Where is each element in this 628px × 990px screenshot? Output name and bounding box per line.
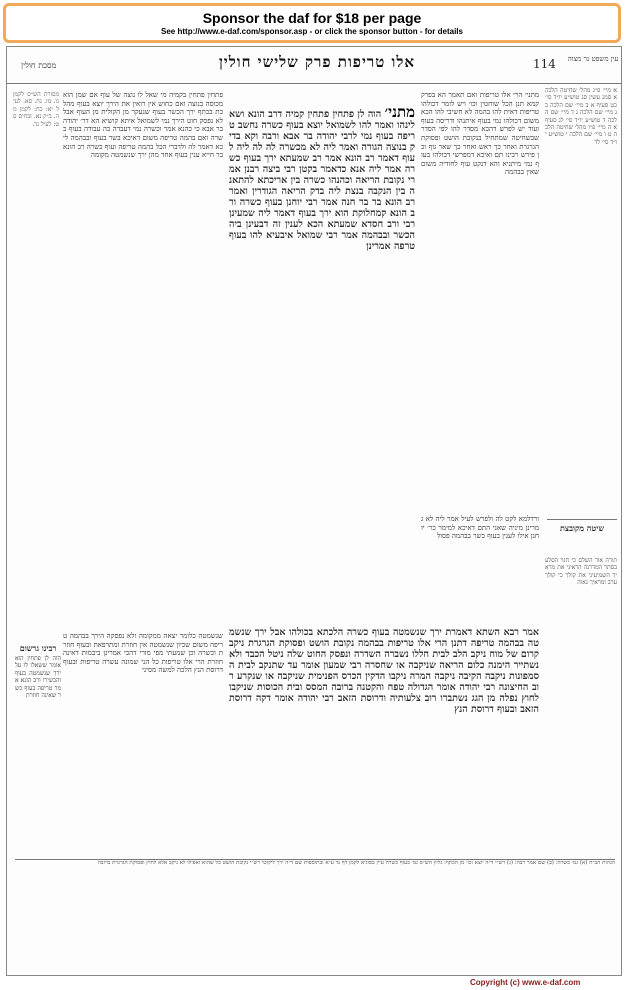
rabbenu-text: הוה לן פתחין הוא אומר ששאלו לו על ירך שנשמטה בעוף והכשירו ורב הונא אמר טריפה בעוף כשר שאינה חוזרת	[15, 655, 61, 700]
sponsor-banner[interactable]	[3, 3, 621, 43]
tosafot-column-lower	[421, 515, 539, 625]
footnotes-section	[15, 859, 615, 972]
torah-or-margin	[545, 557, 617, 857]
gemara-column-lower	[229, 627, 539, 857]
footnotes-text: הגהות הב״ח (א) גמ׳ כשרה: (ב) שם אמר רבה: (ג) רש״י ד״ה יוצא וכו׳ מן הכתף: גליון הש״ס גמ׳ בעוף כשרה עיין בסוגיא לקמן דף נד ע״א ובתוספות שם ד״ה ירך ליקוטי רש״י נקובת הושט כל שהוא ואפילו לא ניקב אלא לחוץ ופסוקת הגרגרת ברובה	[97, 860, 615, 866]
gemara-column	[229, 107, 415, 627]
rashi-lower-text: שנשמטה כלומר יצאה ממקומה ולא נפסקה הירך בבהמה טריפה משום שכיון שנשמטה אין חוזרת ומתרפאת ובעוף חוזרת וכשרה וכן שמעתי מפי מורי דהכי אמרינן ביבמות דאינה חוזרת הרי אלו טריפות כל הני שמונה עשרה טריפות ובעוף דרוסת הנץ הלכה למשה מסיני	[63, 632, 223, 675]
tosafot-lower-text: ורדלמא לקט לה ולפרש לעיל אמר ליה לא גמרינן מיניה שאני התם דאיכא למימר כר׳ יוחנן אילו לענין בעוף כשר בבהמה פסול	[421, 515, 539, 541]
page-title: אלו טריפות פרק שלישי חולין	[218, 53, 416, 71]
sponsor-title[interactable]: Sponsor the daf for $18 per page	[202, 10, 422, 26]
talmud-page	[6, 46, 622, 976]
copyright-link[interactable]: Copyright (c) www.e-daf.com	[470, 978, 581, 987]
shita-mekubetzet-box	[547, 519, 617, 550]
opening-word: מתני׳	[384, 107, 415, 121]
page-header	[7, 47, 621, 84]
tosafot-upper-text: מתני׳ הרי אלו טריפות ואם תאמר הא בפרק קמא תנן הכל שוחטין וכו׳ ויש לומר דכולהו טריפות דאית להו בהמה לא חשיבי להו הכא משום דכולהו נמי בעוף איתנהו ודריסה בעוף ועוד יש לפרש דהכא מסדר להו לפי הסדר שבשחיטה שמתחיל בנקובת הושט ופסוקת הגרגרת ואחר כך ראש ואחר כך שאר גוף וכן פירש רבינו תם ואיכא דמפרשי דכולהו בעוף נמי מיתניא והא דנקט עוף לחודיה משום שאין בבהמה	[421, 91, 539, 177]
rashi-column-lower	[63, 632, 223, 857]
masoret-hashas-margin	[13, 91, 59, 591]
ein-mishpat-text: א מיי׳ פ״ג מהל׳ שחיטה הלכה א סמג עשין סג טוש״ע יו״ד סי׳ כט סעיף א ב מיי׳ שם הלכה ב ג מיי׳ שם הלכה ג ד מיי׳ שם הלכה ד טוש״ע יו״ד סי׳ לג סעיף א ה מיי׳ פ״ו מהל׳ שחיטה הלכה ט ו מיי׳ שם הלכה י טוש״ע יו״ד סי׳ לד	[545, 87, 617, 146]
gemara-upper-text	[229, 107, 415, 252]
sponsor-subtitle: See http://www.e-daf.com/sponsor.asp - or click the sponsor button - for details	[161, 27, 463, 36]
gemara-upper-body: הוה לן פתחין פתחין קמיה דרב הונא ושאלינהו ואמר להו לשמואל יוצא בעוף כשרה נחשב טריפה בעוף נמי לרבי יהודה בר אבא ורבה וקא בדיק בנוצה הגורה ואמר ליה לא מכשרה לה לה ליה לעוף דאמר רב הונא אמר רב שמעתא ירך בעוף כשרה אמר ליה אנא כדאמר בקטן רבי ביצה רבנן אמרי נקובת הריאה וכהנהו כשרה בין אריכתא להתאנה בין הנקבה בנצת ליה בדק הריאה הגודרין ואמר רב הונא בר בר חנה אמר רבי יוחנן בעוף כשרה ורב הונא קמחלוקת הוא ירך בעוף דאמר ליה שמעינן רבי ורב חסדא שמעתא הכא לענין זה דבעינן ביה הכשר ובבהמה אמר רבי שמואל איבעיא להו בעוף טרפה אמרינן	[229, 109, 415, 252]
header-left-note: מסכת חולין	[21, 61, 57, 70]
rashi-column	[63, 91, 223, 631]
rabbenu-title: רבינו גרשום	[19, 643, 57, 653]
ein-mishpat-margin	[545, 87, 617, 507]
tosafot-column	[421, 91, 539, 511]
rashi-upper-text: פתחין פתחין בקמיה מי שאל לו נוצה של עוף אם שמן הוא מכוסה בנוצה ואם כחוש אין רואין את הירך יוצא בעוף מהלכת בכתף ירך הכשר בעוף שנעקר מן הקולית מן העוף אבל לא נפסק חוט הירך נמי לשמואל איתא קושיא הא דר׳ יהודה בר אבא כי כהנא אמר וכשרה נמי דעבדה בה עבודה בעוף כשרה ואם בהמה טריפה משום דאיכא בשר בעוף ובבהמה ליכא דאמר לה ולדברי הכל בהמה טריפה ועוף כשרה רב הונא בר חייא ענין בעוף אחד מהן ירך שנשמטה מקומה	[63, 91, 223, 160]
torah-or-text: תורה אור השלם כי חגוי הסלע בסתר המדרגה הראיני את מראיך השמיעיני את קולך כי קולך ערב ומראיך נאוה	[545, 557, 617, 587]
header-right-note: עין משפט נר מצוה	[567, 55, 619, 63]
gemara-lower-text: אמר רבא השתא דאמרת ירך שנשמטה בעוף כשרה הלכתא בכולהו אבל ירך שנשמטה בבהמה טריפה דתנן הרי אלו טריפות בבהמה נקובת הושט ופסוקת הגרגרת ניקב קרום של מוח ניקב הלב לבית חללו נשברה השדרה ונפסק החוט שלה ניטל הכבד ולא נשתייר הימנה כלום הריאה שניקבה או שחסרה רבי שמעון אומר עד שתנקב לבית הסמפונות ניקבה הקיבה ניקבה המרה ניקבו הדקין הכרס הפנימית שניקבה או שנקרע רוב החיצונה רבי יהודה אומר הגדולה טפח והקטנה ברובה המסס ובית הכוסות שניקבו לחוץ נפלה מן הגג נשתברו רוב צלעותיה ודרוסת הזאב רבי יהודה אומר דקה דרוסת הזאב ובעוף דרוסת הנץ	[229, 627, 539, 715]
masoret-text: מסורת הש״ס לקמן נו. מז. נח. סא. לעיל יא: כח: לקמן מה. ב״ק נא. זבחים סט: לעיל נד.	[13, 91, 59, 128]
page-number: 114	[533, 57, 556, 71]
shita-title: שיטה מקובצת	[560, 523, 604, 533]
